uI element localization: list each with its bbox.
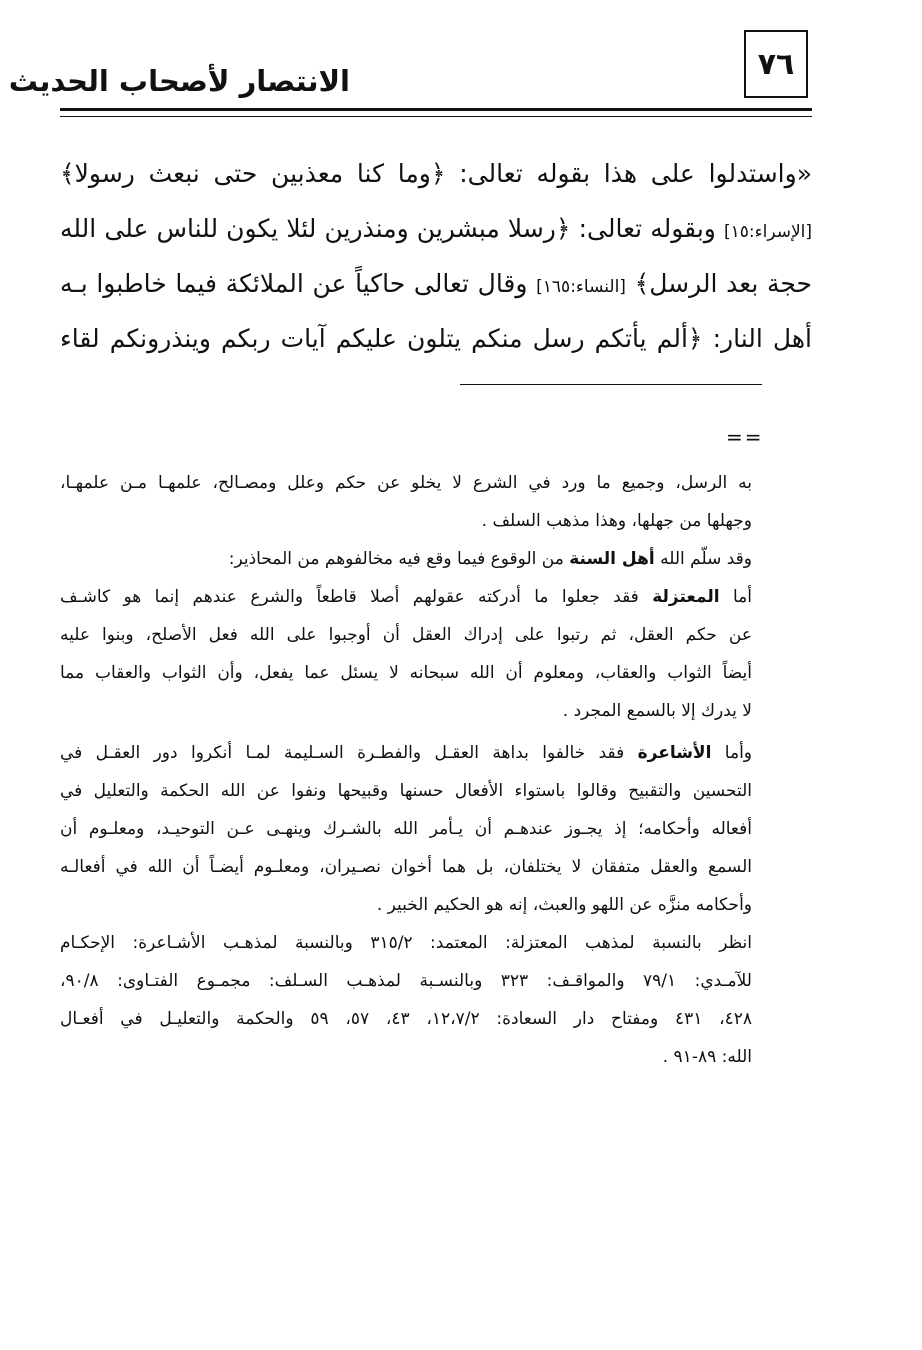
main-line-text: حجة بعد الرسل﴾	[625, 269, 812, 298]
main-line	[60, 256, 812, 311]
footnote-line: وأحكامه منزَّه عن اللهو والعبث، إنه هو الحكيم الخبير .	[376, 895, 752, 915]
header-rule-thin	[60, 116, 812, 117]
footnote-bold-term: الأشاعرة	[637, 743, 712, 763]
verse-reference: [النساء:١٦٥]	[536, 277, 626, 297]
page-number	[744, 30, 808, 98]
footnote-text: فقد خالفوا بداهة العقـل والفطـرة السـليمة لمـا أنكروا دور العقـل في	[60, 743, 638, 763]
running-title: الانتصار لأصحاب الحديث	[8, 64, 350, 98]
footnote-line	[60, 578, 752, 616]
footnote-line	[60, 540, 752, 578]
footnote-text: فقد جعلوا ما أدركته عقولهم أصلا قاطعاً والشرع عندهم إنما هو كاشـف	[60, 587, 653, 607]
footnote-line: للآمـدي: ٧٩/١ والمواقـف: ٣٢٣ وبالنسـبة لمذهـب السـلف: مجمـوع الفتـاوى: ٩٠/٨،	[60, 971, 752, 991]
main-text	[60, 146, 812, 366]
footnote-text: من الوقوع فيما وقع فيه مخالفوهم من المحاذير:	[228, 549, 570, 569]
footnote-line: لا يدرك إلا بالسمع المجرد .	[562, 701, 752, 721]
main-line	[60, 146, 812, 201]
footnote-line: به الرسل، وجميع ما ورد في الشرع لا يخلو عن حكم وعلل ومصـالح، علمهـا مـن علمهـا،	[60, 473, 752, 493]
footnote-bold-term: المعتزلة	[652, 587, 720, 607]
page-number-text: ٧٦	[757, 46, 795, 82]
footnote-line: أفعاله وأحكامه؛ إذ يجـوز عندهـم أن يـأمر الله بالشـرك وينهـى عـن التوحيـد، ومعلـوم أن	[60, 819, 752, 839]
footnote-line: التحسين والتقبيح وقالوا باستواء الأفعال حسنها وقبيحها ونفوا عن الله الحكمة والتعليل في	[60, 781, 752, 801]
footnote-line: وجهلها من جهلها، وهذا مذهب السلف .	[481, 511, 752, 531]
header-rule-thick	[60, 108, 812, 111]
footnote-text: وقد سلّم الله	[654, 549, 752, 569]
main-line-text: «واستدلوا على هذا بقوله تعالى: ﴿وما كنا معذبين حتى نبعث رسولا﴾	[60, 159, 812, 188]
footnote-line: انظر بالنسبة لمذهب المعتزلة: المعتمد: ٣١٥/٢ وبالنسبة لمذهـب الأشـاعرة: الإحكـام	[60, 933, 752, 953]
footnote-text: أما	[719, 587, 752, 607]
footnote-block	[60, 464, 752, 1076]
verse-reference: [الإسراء:١٥]	[723, 222, 812, 242]
main-line-text: وبقوله تعالى: ﴿رسلا مبشرين ومنذرين لئلا يكون للناس على الله	[60, 214, 724, 243]
footnote-line: عن حكم العقل، ثم رتبوا على إدراك العقل أن أوجبوا على الله فعل الأصلح، وبنوا عليه	[60, 625, 752, 645]
footnote-line: الله: ٨٩-٩١ .	[662, 1047, 752, 1067]
main-line	[60, 311, 812, 366]
main-line-text: وقال تعالى حاكياً عن الملائكة فيما خاطبوا بـه	[60, 269, 537, 298]
footnote-line: أيضاً الثواب والعقاب، ومعلوم أن الله سبحانه لا يسئل عما يفعل، وأن الثواب والعقاب مما	[60, 663, 752, 683]
footnote-separator	[460, 384, 762, 385]
footnote-line: ٤٢٨، ٤٣١ ومفتاح دار السعادة: ١٢،٧/٢، ٤٣، ٥٧، ٥٩ والحكمة والتعليـل في أفعـال	[60, 1009, 752, 1029]
footnote-bold-term: أهل السنة	[569, 549, 655, 569]
footnote-line: السمع والعقل متفقان لا يختلفان، بل هما أخوان نصـيران، ومعلـوم أيضـاً أن الله في أفعالـه	[60, 857, 752, 877]
footnote-line	[60, 734, 752, 772]
main-line-text: أهل النار: ﴿ألم يأتكم رسل منكم يتلون عليكم آيات ربكم وينذرونكم لقاء	[60, 324, 812, 353]
footnote-continuation-mark: ==	[726, 425, 764, 449]
main-line	[60, 201, 812, 256]
footnote-text: وأما	[711, 743, 752, 763]
